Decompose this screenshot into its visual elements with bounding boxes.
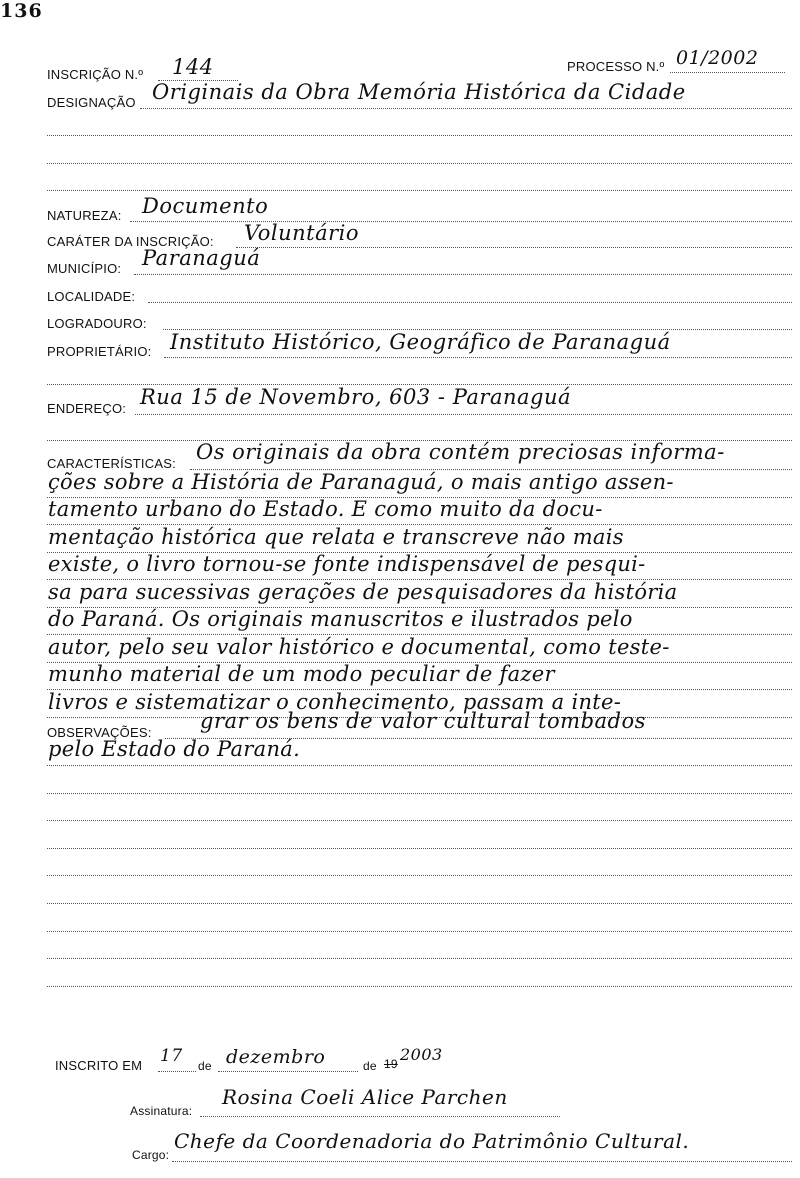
processo-dotline bbox=[670, 72, 785, 73]
natureza-dotline bbox=[130, 221, 792, 222]
natureza-label: NATUREZA: bbox=[47, 208, 122, 223]
inscricao-value: 144 bbox=[172, 55, 214, 79]
designacao-line-4 bbox=[47, 190, 792, 191]
blank-ruled-line bbox=[47, 793, 792, 794]
inscrito-month: dezembro bbox=[226, 1046, 326, 1068]
designacao-label: DESIGNAÇÃO bbox=[47, 95, 136, 110]
observacoes-second-line: pelo Estado do Paraná. bbox=[48, 737, 301, 761]
designacao-dotline bbox=[140, 108, 792, 109]
caracteristicas-line: sa para sucessivas gerações de pesquisadores da história bbox=[48, 580, 678, 604]
natureza-value: Documento bbox=[142, 194, 269, 218]
assinatura-dotline bbox=[200, 1116, 560, 1117]
blank-ruled-line bbox=[47, 848, 792, 849]
blank-ruled-line bbox=[47, 820, 792, 821]
blank-ruled-line bbox=[47, 931, 792, 932]
proprietario-dotline bbox=[164, 357, 792, 358]
observacoes-first-line: grar os bens de valor cultural tombados bbox=[200, 709, 646, 733]
blank-ruled-line bbox=[47, 765, 792, 766]
inscrito-year-written: 2003 bbox=[400, 1045, 443, 1064]
assinatura-signature: Rosina Coeli Alice Parchen bbox=[222, 1085, 508, 1109]
inscrito-de2: de bbox=[363, 1059, 377, 1073]
caracteristicas-line: munho material de um modo peculiar de fazer bbox=[48, 662, 555, 686]
blank-ruled-line bbox=[47, 875, 792, 876]
localidade-label: LOCALIDADE: bbox=[47, 289, 136, 304]
processo-value: 01/2002 bbox=[676, 47, 759, 69]
processo-label: PROCESSO N.º bbox=[567, 59, 665, 74]
designacao-line-2 bbox=[47, 135, 792, 136]
inscrito-day-dotline bbox=[158, 1071, 196, 1072]
caracteristicas-line: livros e sistematizar o conhecimento, passam a inte- bbox=[48, 690, 622, 714]
endereco-dotline bbox=[135, 414, 792, 415]
cargo-label: Cargo: bbox=[132, 1148, 170, 1162]
cargo-value: Chefe da Coordenadoria do Patrimônio Cultural. bbox=[174, 1129, 690, 1153]
localidade-dotline bbox=[148, 302, 792, 303]
designacao-value: Originais da Obra Memória Histórica da Cidade bbox=[152, 80, 686, 104]
cargo-dotline bbox=[172, 1161, 792, 1162]
blank-ruled-line bbox=[47, 986, 792, 987]
observacoes-label: OBSERVAÇÕES: bbox=[47, 725, 152, 740]
inscricao-label: INSCRIÇÃO N.º bbox=[47, 67, 144, 82]
caracteristicas-label: CARACTERÍSTICAS: bbox=[47, 456, 176, 471]
caracteristicas-line: ções sobre a História de Paranaguá, o mais antigo assen- bbox=[48, 470, 674, 494]
carater-label: CARÁTER DA INSCRIÇÃO: bbox=[47, 234, 214, 249]
inscrito-year-printed: 19 bbox=[384, 1057, 398, 1071]
carater-value: Voluntário bbox=[244, 221, 360, 245]
municipio-value: Paranaguá bbox=[142, 246, 261, 270]
logradouro-label: LOGRADOURO: bbox=[47, 316, 147, 331]
caracteristicas-line: mentação histórica que relata e transcreve não mais bbox=[48, 525, 624, 549]
blank-ruled-line bbox=[47, 958, 792, 959]
municipio-label: MUNICÍPIO: bbox=[47, 261, 122, 276]
inscrito-month-dotline bbox=[218, 1071, 358, 1072]
caracteristicas-line: do Paraná. Os originais manuscritos e ilustrados pelo bbox=[48, 607, 633, 631]
caracteristicas-first-line: Os originais da obra contém preciosas informa- bbox=[196, 440, 725, 464]
endereco-value: Rua 15 de Novembro, 603 - Paranaguá bbox=[140, 385, 571, 409]
inscrito-label: INSCRITO EM bbox=[55, 1058, 143, 1073]
caracteristicas-line: existe, o livro tornou-se fonte indispensável de pesqui- bbox=[48, 552, 646, 576]
caracteristicas-line: autor, pelo seu valor histórico e documental, como teste- bbox=[48, 635, 670, 659]
assinatura-label: Assinatura: bbox=[130, 1104, 193, 1118]
designacao-line-3 bbox=[47, 163, 792, 164]
caracteristicas-line: tamento urbano do Estado. E como muito da docu- bbox=[48, 497, 603, 521]
page-number: 136 bbox=[0, 0, 43, 22]
blank-ruled-line bbox=[47, 903, 792, 904]
carater-dotline bbox=[236, 247, 792, 248]
municipio-dotline bbox=[134, 274, 792, 275]
endereco-label: ENDEREÇO: bbox=[47, 401, 127, 416]
proprietario-label: PROPRIETÁRIO: bbox=[47, 344, 152, 359]
inscrito-de1: de bbox=[198, 1059, 212, 1073]
inscrito-day: 17 bbox=[160, 1046, 183, 1066]
proprietario-value: Instituto Histórico, Geográfico de Paranaguá bbox=[170, 330, 671, 354]
